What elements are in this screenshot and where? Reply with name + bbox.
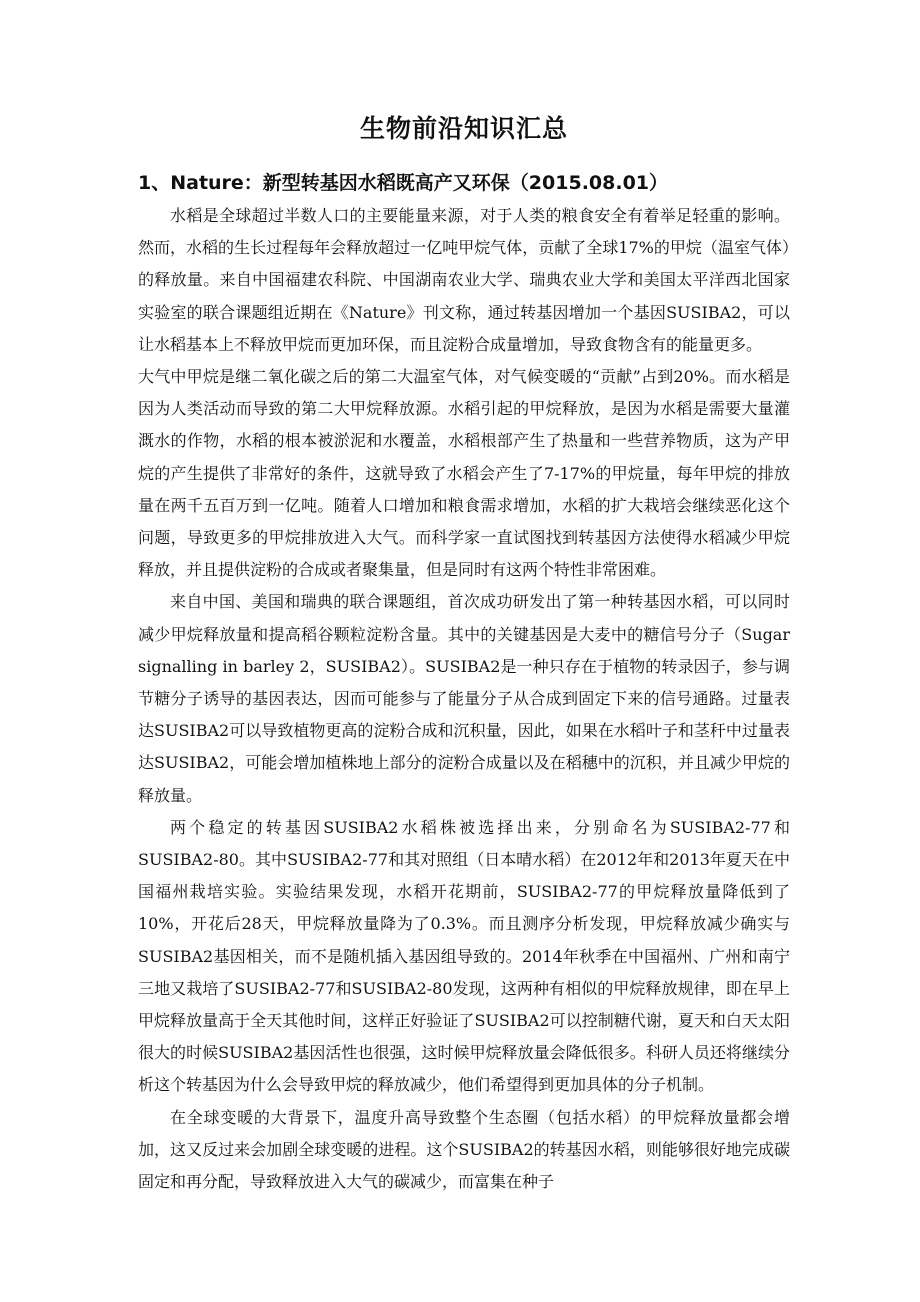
paragraph-5: 在全球变暖的大背景下，温度升高导致整个生态圈（包括水稻）的甲烷释放量都会增加，这又反过来会加剧全球变暖的进程。这个SUSIBA2的转基因水稻，则能够很好地完成碳固定和再分配，导致释放进入大气的碳减少，而富集在种子 bbox=[138, 1107, 790, 1192]
paragraph-3: 来自中国、美国和瑞典的联合课题组，首次成功研发出了第一种转基因水稻，可以同时减少甲烷释放量和提高稻谷颗粒淀粉含量。其中的关键基因是大麦中的糖信号分子（Sugar signalling in barley 2，SUSIBA2）。SUSIBA2是一种只存在于植物的转录因子，参与调节糖分子诱导的基因表达，因而可能参与了能量分子从合成到固定下来的信号通路。过量表达SUSIBA2可以导致植物更高的淀粉合成和沉积量，因此，如果在水稻叶子和茎秆中过量表达SUSIBA2，可能会增加植株地上部分的淀粉合成量以及在稻穗中的沉积，并且减少甲烷的释放量。 bbox=[138, 592, 790, 805]
paragraph-2: 大气中甲烷是继二氧化碳之后的第二大温室气体，对气候变暖的“贡献”占到20%。而水稻是因为人类活动而导致的第二大甲烷释放源。水稻引起的甲烷释放，是因为水稻是需要大量灌溉水的作物，水稻的根本被淤泥和水覆盖，水稻根部产生了热量和一些营养物质，这为产甲烷的产生提供了非常好的条件，这就导致了水稻会产生了7-17%的甲烷量，每年甲烷的排放量在两千五百万到一亿吨。随着人口增加和粮食需求增加，水稻的扩大栽培会继续恶化这个问题，导致更多的甲烷排放进入大气。而科学家一直试图找到转基因方法使得水稻减少甲烷释放，并且提供淀粉的合成或者聚集量，但是同时有这两个特性非常困难。 bbox=[138, 367, 790, 580]
section-heading: 1、Nature：新型转基因水稻既高产又环保（2015.08.01） bbox=[138, 172, 669, 194]
paragraph-1: 水稻是全球超过半数人口的主要能量来源，对于人类的粮食安全有着举足轻重的影响。然而，水稻的生长过程每年会释放超过一亿吨甲烷气体，贡献了全球17%的甲烷（温室气体）的释放量。来自中国福建农科院、中国湖南农业大学、瑞典农业大学和美国太平洋西北国家实验室的联合课题组近期在《Nature》刊文称，通过转基因增加一个基因SUSIBA2，可以让水稻基本上不释放甲烷而更加环保，而且淀粉合成量增加，导致食物含有的能量更多。 bbox=[138, 206, 790, 354]
document-title: 生物前沿知识汇总 bbox=[359, 114, 568, 143]
paragraph-4: 两个稳定的转基因SUSIBA2水稻株被选择出来，分别命名为SUSIBA2-77和SUSIBA2-80。其中SUSIBA2-77和其对照组（日本晴水稻）在2012年和2013年夏天在中国福州栽培实验。实验结果发现，水稻开花期前，SUSIBA2-77的甲烷释放量降低到了10%，开花后28天，甲烷释放量降为了0.3%。而且测序分析发现，甲烷释放减少确实与SUSIBA2基因相关，而不是随机插入基因组导致的。2014年秋季在中国福州、广州和南宁三地又栽培了SUSIBA2-77和SUSIBA2-80发现，这两种有相似的甲烷释放规律，即在早上甲烷释放量高于全天其他时间，这样正好验证了SUSIBA2可以控制糖代谢，夏天和白天太阳很大的时候SUSIBA2基因活性也很强，这时候甲烷释放量会降低很多。科研人员还将继续分析这个转基因为什么会导致甲烷的释放减少，他们希望得到更加具体的分子机制。 bbox=[138, 817, 790, 1095]
